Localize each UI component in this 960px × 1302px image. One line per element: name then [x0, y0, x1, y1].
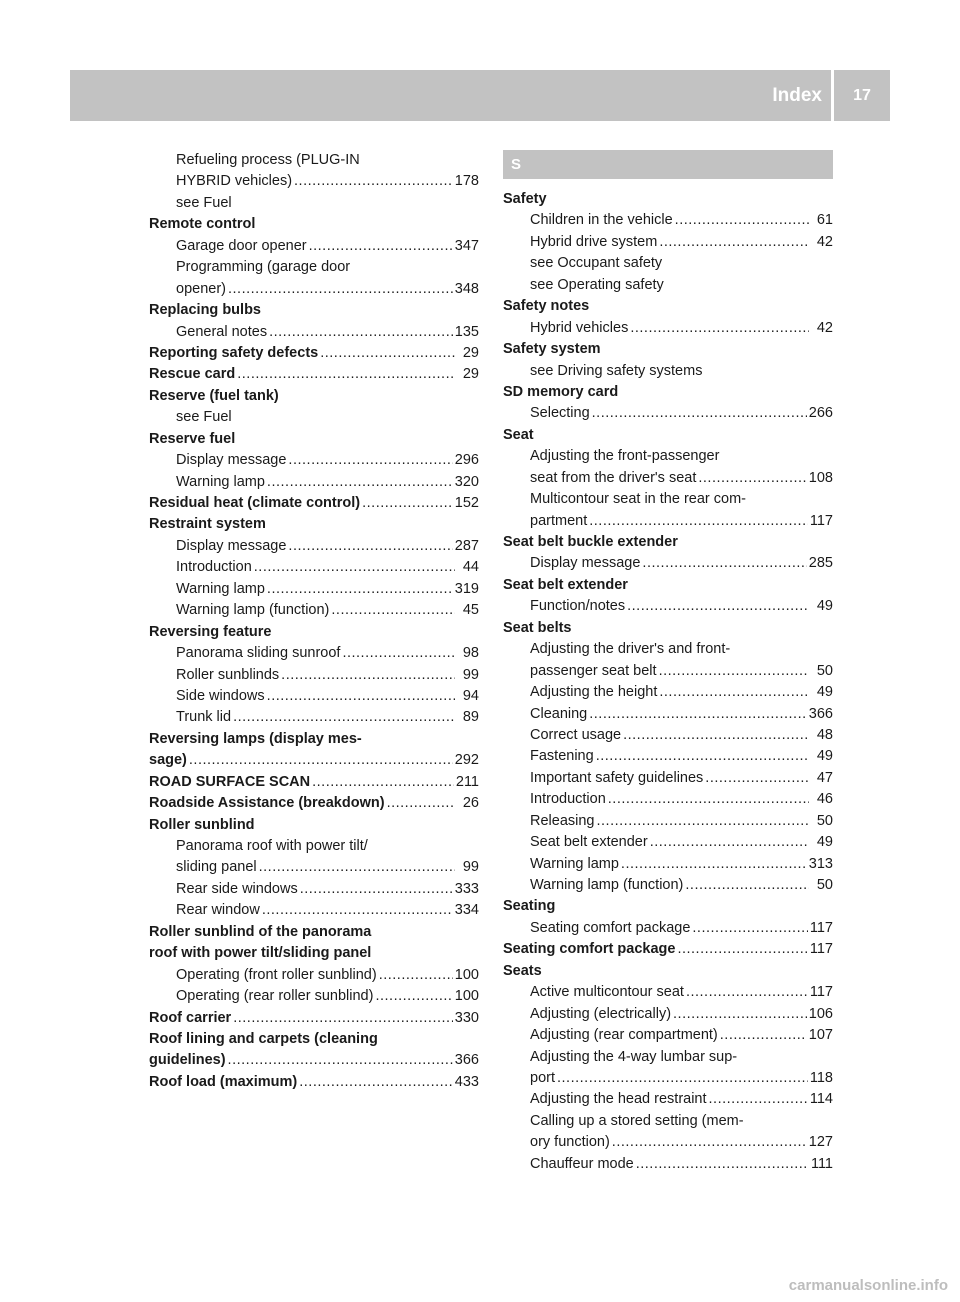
leader-dots	[592, 403, 807, 424]
index-entry	[503, 403, 833, 424]
entry-text: Panorama sliding sunroof	[176, 645, 341, 662]
page-ref: 211	[455, 773, 479, 790]
entry-text: Seat belt extender	[530, 834, 648, 851]
entry-text: Cleaning	[530, 705, 588, 722]
leader-dots	[650, 832, 809, 853]
page-ref: 117	[809, 984, 833, 1001]
leader-dots	[288, 450, 452, 471]
entry-text: Rescue card	[149, 366, 236, 383]
page-ref: 99	[462, 666, 479, 683]
index-entry	[503, 1025, 833, 1046]
page-number: 17	[853, 87, 871, 104]
leader-dots	[233, 707, 455, 728]
page-ref: 99	[462, 859, 479, 876]
leader-dots	[705, 768, 809, 789]
page-ref: 320	[454, 473, 479, 490]
entry-text: General notes	[176, 323, 268, 340]
entry-text: HYBRID vehicles)	[176, 173, 293, 190]
index-heading: Roof lining and carpets (cleaning	[149, 1030, 378, 1047]
entry-text: Display message	[530, 555, 641, 572]
entry-text: Operating (rear roller sunblind)	[176, 988, 374, 1005]
entry-text: Roof carrier	[149, 1009, 232, 1026]
index-entry	[503, 982, 833, 1003]
page-ref: 348	[454, 280, 479, 297]
entry-text: Introduction	[176, 559, 252, 576]
index-entry	[149, 472, 479, 493]
index-entry	[503, 1004, 833, 1025]
index-entry	[503, 1089, 833, 1110]
index-entry	[149, 1072, 479, 1093]
index-entry	[503, 854, 833, 875]
index-subitem: Calling up a stored setting (mem-	[530, 1112, 744, 1129]
leader-dots	[269, 322, 453, 343]
leader-dots	[259, 857, 455, 878]
entry-text: Display message	[176, 537, 287, 554]
entry-text: ory function)	[530, 1134, 610, 1151]
leader-dots	[675, 210, 809, 231]
leader-dots	[589, 704, 807, 725]
index-entry	[149, 579, 479, 600]
leader-dots	[596, 746, 809, 767]
entry-text: Selecting	[530, 405, 590, 422]
entry-text: Adjusting (electrically)	[530, 1005, 672, 1022]
page-ref: 333	[454, 880, 479, 897]
index-entry	[149, 965, 479, 986]
index-subitem: Adjusting the 4-way lumbar sup-	[530, 1048, 738, 1065]
index-entry	[149, 364, 479, 385]
page-ref: 285	[808, 555, 833, 572]
index-entry	[149, 343, 479, 364]
index-heading: SD memory card	[503, 383, 619, 400]
entry-text: Warning lamp	[176, 473, 265, 490]
index-heading: Reversing lamps (display mes-	[149, 730, 362, 747]
entry-text: Seating comfort package	[530, 919, 691, 936]
index-entry	[149, 600, 479, 621]
leader-dots	[288, 536, 452, 557]
page-ref: 111	[810, 1155, 833, 1172]
index-entry	[503, 918, 833, 939]
index-entry	[503, 661, 833, 682]
index-heading: Reserve fuel	[149, 430, 236, 447]
page-ref: 117	[809, 919, 833, 936]
index-entry	[503, 1132, 833, 1153]
leader-dots	[233, 1008, 453, 1029]
leader-dots	[557, 1068, 808, 1089]
entry-text: port	[530, 1069, 555, 1086]
page-ref: 50	[816, 812, 833, 829]
index-heading: Safety notes	[503, 298, 590, 315]
index-column-right	[503, 150, 833, 1175]
leader-dots	[685, 875, 809, 896]
leader-dots	[299, 1072, 453, 1093]
index-entry	[149, 793, 479, 814]
index-subitem: Panorama roof with power tilt/	[176, 838, 368, 854]
index-heading: Remote control	[149, 216, 256, 233]
page-ref: 366	[808, 705, 833, 722]
leader-dots	[720, 1025, 807, 1046]
index-heading: Seat	[503, 426, 534, 443]
leader-dots	[659, 682, 809, 703]
leader-dots	[237, 364, 455, 385]
entry-text: Important safety guidelines	[530, 769, 704, 786]
index-subitem: see Fuel	[176, 409, 232, 426]
entry-text: Warning lamp (function)	[176, 602, 330, 619]
entry-text: Reporting safety defects	[149, 344, 319, 361]
index-entry	[149, 493, 479, 514]
entry-text: Fastening	[530, 748, 594, 765]
index-entry	[149, 900, 479, 921]
page-ref: 46	[816, 791, 833, 808]
leader-dots	[267, 686, 455, 707]
page-ref: 50	[816, 662, 833, 679]
index-heading: Seating	[503, 898, 556, 915]
entry-text: Warning lamp (function)	[530, 877, 684, 893]
page-ref: 44	[462, 559, 479, 576]
leader-dots	[612, 1132, 807, 1153]
index-entry	[149, 536, 479, 557]
entry-text: guidelines)	[149, 1052, 226, 1069]
index-subitem: Adjusting the driver's and front-	[530, 641, 731, 658]
leader-dots	[659, 232, 809, 253]
index-entry	[503, 511, 833, 532]
index-subitem: see Operating safety	[530, 276, 664, 293]
page-ref: 313	[808, 855, 833, 872]
index-subitem: Refueling process (PLUG-IN	[176, 152, 360, 168]
index-entry	[503, 811, 833, 832]
index-entry	[503, 789, 833, 810]
index-entry	[149, 857, 479, 878]
leader-dots	[379, 965, 453, 986]
index-entry	[149, 1050, 479, 1071]
index-subitem: see Occupant safety	[530, 255, 663, 272]
page-ref: 287	[454, 537, 479, 554]
leader-dots	[362, 493, 453, 514]
index-heading: Safety	[503, 191, 547, 207]
index-column-left	[149, 150, 479, 1093]
page-ref: 42	[816, 319, 833, 336]
page-ref: 117	[809, 941, 833, 958]
index-entry	[149, 750, 479, 771]
page-ref: 296	[454, 452, 479, 469]
index-subitem: Programming (garage door	[176, 259, 351, 276]
leader-dots	[300, 879, 453, 900]
page-ref: 433	[454, 1073, 479, 1090]
index-entry	[503, 318, 833, 339]
leader-dots	[621, 854, 807, 875]
leader-dots	[623, 725, 809, 746]
leader-dots	[375, 986, 452, 1007]
index-subitem: Multicontour seat in the rear com-	[530, 491, 746, 508]
index-heading: Seat belt extender	[503, 576, 628, 593]
index-entry	[503, 596, 833, 617]
header-title: Index	[772, 85, 822, 106]
page-ref: 107	[808, 1027, 833, 1044]
index-entry	[149, 236, 479, 257]
index-entry	[149, 171, 479, 192]
index-entry	[149, 686, 479, 707]
leader-dots	[627, 596, 809, 617]
entry-text: Residual heat (climate control)	[149, 495, 361, 511]
leader-dots	[630, 318, 809, 339]
page-ref: 89	[462, 709, 479, 726]
entry-text: Display message	[176, 452, 287, 469]
entry-text: Active multicontour seat	[530, 984, 684, 1001]
index-entry	[149, 322, 479, 343]
entry-text: Warning lamp	[176, 580, 265, 597]
index-entry	[503, 210, 833, 231]
leader-dots	[642, 553, 806, 574]
index-entry	[149, 1008, 479, 1029]
page-ref: 114	[809, 1091, 833, 1108]
page-ref: 118	[809, 1069, 833, 1086]
entry-text: Garage door opener	[176, 237, 307, 254]
index-heading: Restraint system	[149, 516, 266, 533]
entry-text: ROAD SURFACE SCAN	[149, 773, 311, 790]
index-subitem: see Driving safety systems	[530, 362, 703, 379]
index-entry	[503, 704, 833, 725]
index-entry	[149, 707, 479, 728]
index-entry	[149, 665, 479, 686]
index-entry	[149, 879, 479, 900]
leader-dots	[309, 236, 453, 257]
page-ref: 100	[454, 988, 479, 1005]
page-ref: 98	[462, 645, 479, 662]
leader-dots	[698, 468, 806, 489]
page-ref: 26	[462, 795, 479, 812]
index-heading: Reversing feature	[149, 623, 272, 640]
index-heading: Safety system	[503, 341, 601, 358]
index-heading: Replacing bulbs	[149, 302, 261, 319]
index-heading: Seats	[503, 962, 542, 979]
page-ref: 49	[816, 748, 833, 765]
entry-text: Rear side windows	[176, 880, 298, 897]
index-entry	[503, 725, 833, 746]
leader-dots	[387, 793, 455, 814]
index-entry	[503, 746, 833, 767]
leader-dots	[692, 918, 807, 939]
entry-text: Adjusting (rear compartment)	[530, 1027, 718, 1044]
leader-dots	[281, 665, 455, 686]
index-heading: Roller sunblind	[149, 816, 255, 833]
index-heading: Roller sunblind of the panorama	[149, 923, 372, 940]
page-ref: 117	[809, 512, 833, 529]
leader-dots	[589, 511, 808, 532]
entry-text: Releasing	[530, 812, 595, 829]
leader-dots	[597, 811, 810, 832]
entry-text: Roller sunblinds	[176, 666, 280, 683]
entry-text: Roof load (maximum)	[149, 1073, 298, 1090]
leader-dots	[677, 939, 807, 960]
page-ref: 127	[808, 1134, 833, 1151]
section-letter-header: S	[503, 150, 833, 179]
index-entry	[503, 1068, 833, 1089]
page-ref: 108	[808, 469, 833, 486]
leader-dots	[294, 171, 453, 192]
entry-text: opener)	[176, 280, 226, 297]
page-ref: 292	[454, 752, 479, 769]
leader-dots	[312, 772, 454, 793]
entry-text: Seating comfort package	[503, 941, 676, 958]
entry-text: Side windows	[176, 687, 265, 704]
leader-dots	[686, 982, 808, 1003]
index-entry	[149, 772, 479, 793]
page-ref: 266	[808, 405, 833, 422]
page-ref: 366	[454, 1052, 479, 1069]
footer-watermark: carmanualsonline.info	[788, 1277, 948, 1294]
page-ref: 330	[454, 1009, 479, 1026]
entry-text: passenger seat belt	[530, 662, 657, 679]
leader-dots	[608, 789, 809, 810]
index-entry	[149, 279, 479, 300]
page-ref: 42	[816, 233, 833, 250]
index-entry	[503, 232, 833, 253]
page-ref: 49	[816, 598, 833, 615]
page-ref: 48	[816, 726, 833, 743]
leader-dots	[189, 750, 453, 771]
entry-text: Adjusting the head restraint	[530, 1091, 707, 1108]
leader-dots	[262, 900, 453, 921]
index-entry	[503, 682, 833, 703]
page-header	[70, 70, 890, 121]
entry-text: Trunk lid	[176, 709, 232, 726]
index-entry	[503, 553, 833, 574]
index-subitem: Adjusting the front-passenger	[530, 448, 720, 465]
page-ref: 152	[454, 495, 479, 511]
index-entry	[149, 986, 479, 1007]
entry-text: Correct usage	[530, 726, 622, 743]
leader-dots	[254, 557, 455, 578]
index-entry	[149, 643, 479, 664]
page-ref: 94	[462, 687, 479, 704]
leader-dots	[331, 600, 455, 621]
index-heading: Seat belts	[503, 619, 572, 636]
index-entry	[149, 557, 479, 578]
entry-text: Adjusting the height	[530, 684, 658, 701]
leader-dots	[659, 661, 809, 682]
page-ref: 50	[816, 877, 833, 893]
entry-text: partment	[530, 512, 588, 529]
page-ref: 100	[454, 966, 479, 983]
page-ref: 29	[462, 344, 479, 361]
entry-text: Chauffeur mode	[530, 1155, 634, 1172]
leader-dots	[709, 1089, 808, 1110]
leader-dots	[267, 472, 453, 493]
page-ref: 106	[808, 1005, 833, 1022]
leader-dots	[267, 579, 453, 600]
index-heading: Seat belt buckle extender	[503, 534, 678, 550]
leader-dots	[636, 1154, 809, 1175]
page-ref: 49	[816, 834, 833, 851]
index-entry	[503, 468, 833, 489]
index-subitem: see Fuel	[176, 194, 232, 211]
entry-text: Hybrid vehicles	[530, 319, 629, 336]
page-ref: 347	[454, 237, 479, 254]
index-entry	[149, 450, 479, 471]
page-ref: 135	[454, 323, 479, 340]
entry-text: Roadside Assistance (breakdown)	[149, 795, 385, 812]
page-ref: 61	[816, 212, 833, 229]
index-entry	[503, 939, 833, 960]
entry-text: Operating (front roller sunblind)	[176, 966, 377, 983]
index-heading: Reserve (fuel tank)	[149, 387, 279, 404]
entry-text: seat from the driver's seat	[530, 469, 697, 486]
page-ref: 49	[816, 684, 833, 701]
page-ref: 45	[462, 602, 479, 619]
entry-text: Warning lamp	[530, 855, 619, 872]
index-heading: roof with power tilt/sliding panel	[149, 945, 372, 962]
page-ref: 178	[454, 173, 479, 190]
entry-text: Rear window	[176, 902, 260, 919]
leader-dots	[320, 343, 455, 364]
page-ref: 319	[454, 580, 479, 597]
page-ref: 334	[454, 902, 479, 919]
entry-text: sage)	[149, 752, 187, 769]
page-ref: 47	[816, 769, 833, 786]
entry-text: Introduction	[530, 791, 606, 808]
leader-dots	[673, 1004, 807, 1025]
page-ref: 29	[462, 366, 479, 383]
leader-dots	[342, 643, 455, 664]
leader-dots	[228, 1050, 453, 1071]
index-entry	[503, 832, 833, 853]
entry-text: Children in the vehicle	[530, 212, 673, 229]
entry-text: Hybrid drive system	[530, 233, 658, 250]
entry-text: Function/notes	[530, 598, 626, 615]
index-column-right-entries	[503, 189, 833, 1175]
leader-dots	[228, 279, 453, 300]
index-entry	[503, 768, 833, 789]
entry-text: sliding panel	[176, 859, 257, 876]
index-entry	[503, 875, 833, 896]
index-entry	[503, 1154, 833, 1175]
